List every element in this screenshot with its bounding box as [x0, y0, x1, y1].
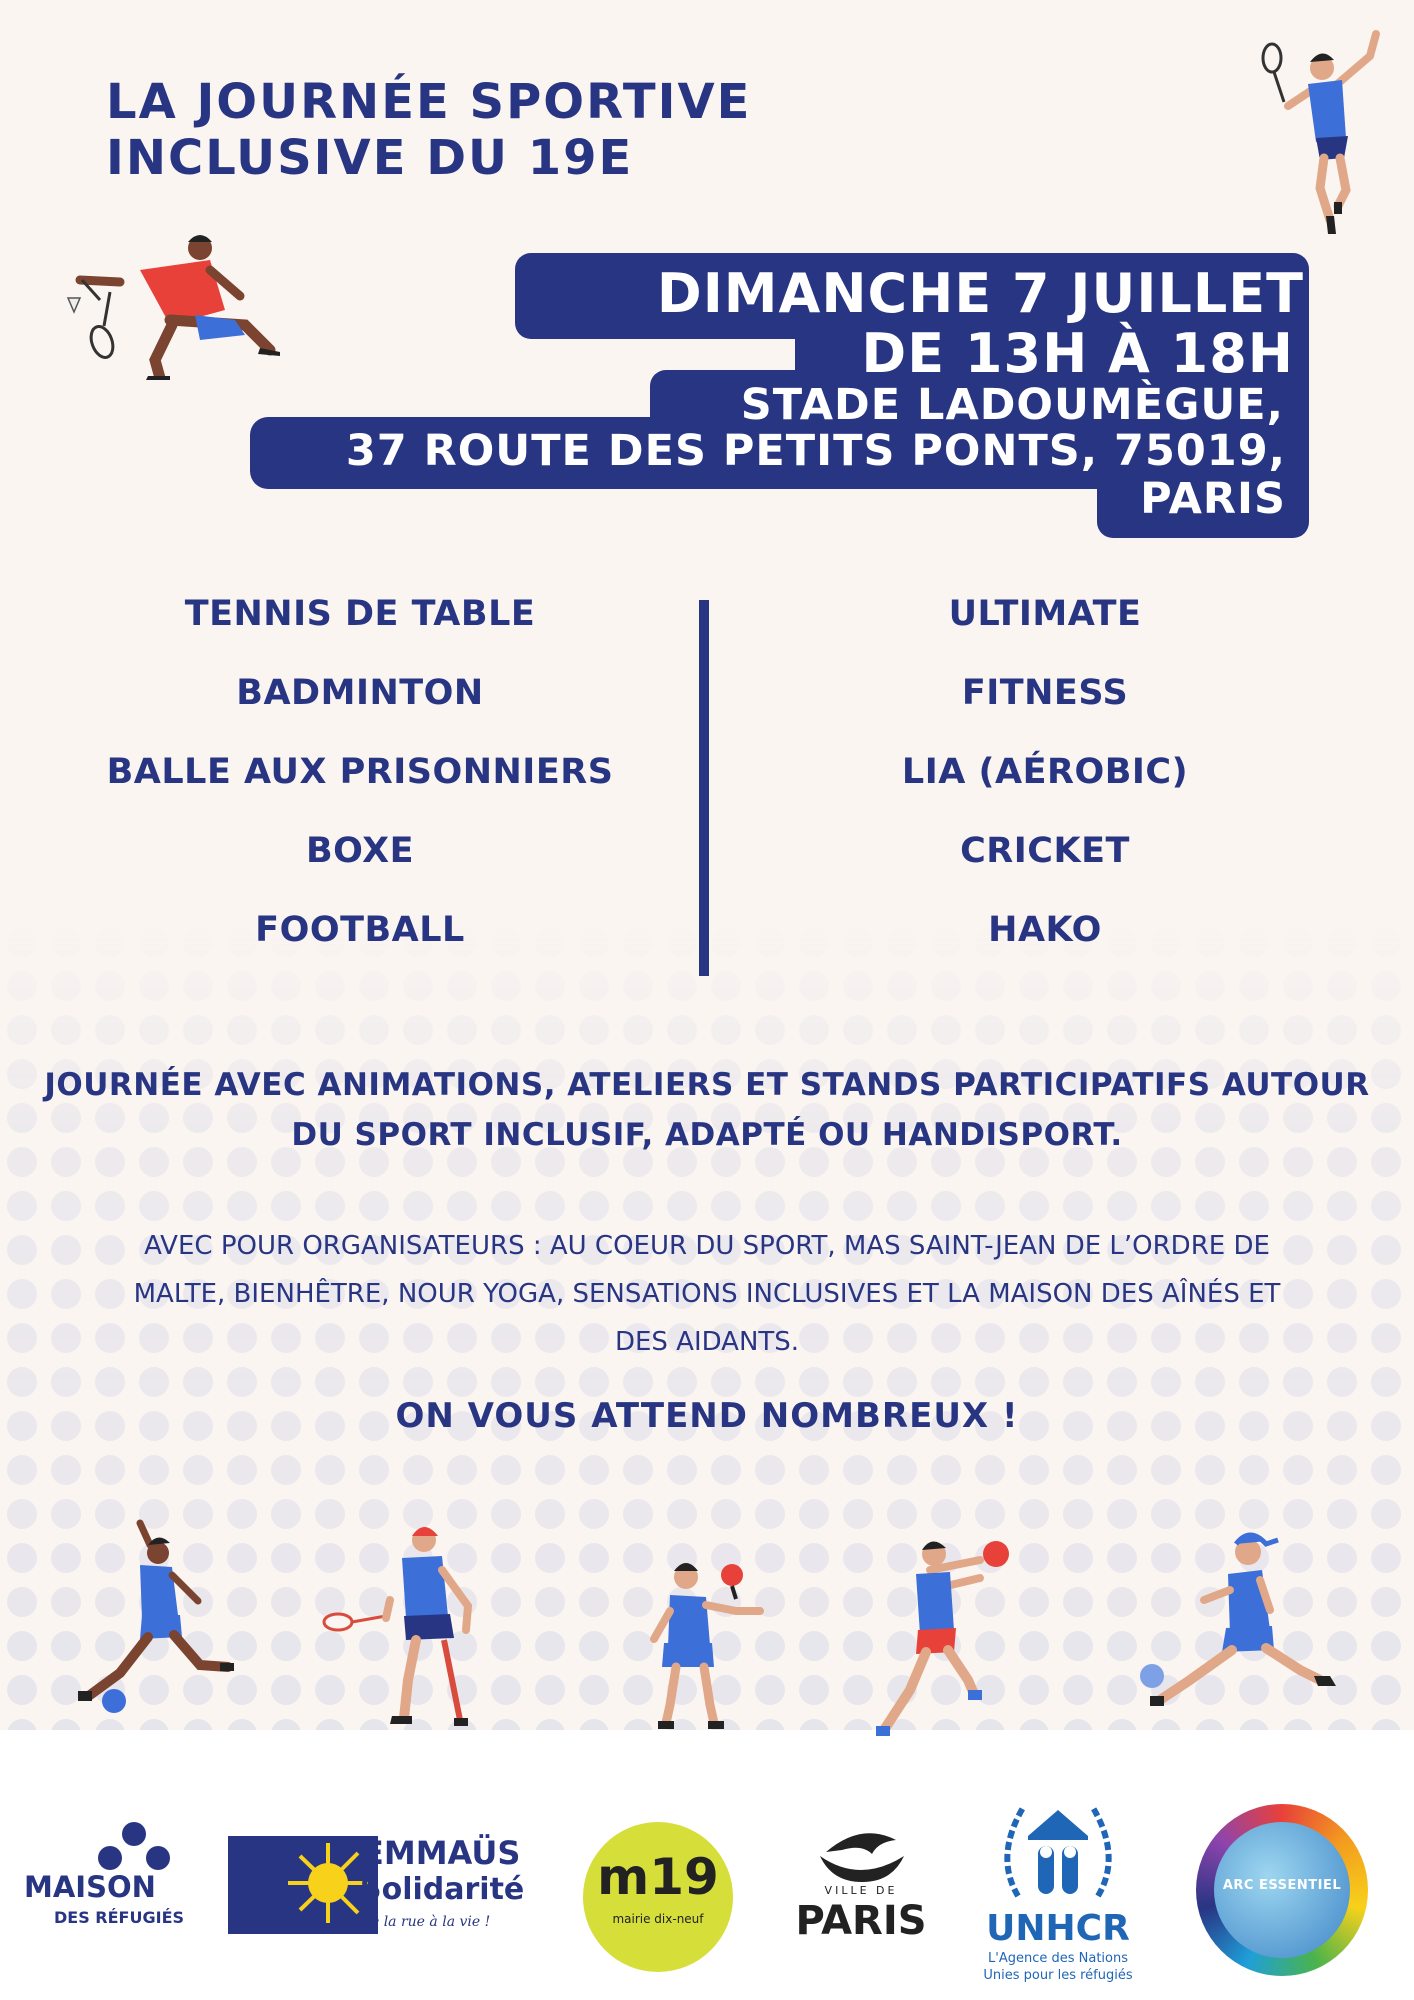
event-venue: STADE LADOUMÈGUE, — [740, 380, 1284, 430]
sport-left-3: BALLE AUX PRISONNIERS — [106, 752, 614, 792]
ville-de-paris-logo — [786, 1822, 936, 1952]
closing-text: ON VOUS ATTEND NOMBREUX ! — [395, 1396, 1019, 1436]
volleyball-player-icon — [870, 1530, 1030, 1740]
sport-right-5: HAKO — [988, 910, 1102, 950]
description-line-1: JOURNÉE AVEC ANIMATIONS, ATELIERS ET STANDS PARTICIPATIFS AUTOUR — [44, 1067, 1370, 1103]
table-tennis-icon — [640, 1555, 780, 1735]
emmaus-line-2: Solidarité — [360, 1872, 525, 1907]
organizers-line-2: MALTE, BIENHÊTRE, NOUR YOGA, SENSATIONS INCLUSIVES ET LA MAISON DES AÎNÉS ET — [133, 1279, 1281, 1309]
sport-right-4: CRICKET — [960, 831, 1130, 871]
unhcr-emblem-icon — [968, 1796, 1148, 1906]
partner-logos — [0, 1730, 1414, 2000]
paris-small: VILLE DE — [824, 1884, 898, 1897]
arc-label: ARC ESSENTIEL — [1222, 1878, 1342, 1893]
emmaus-line-1: EMMAÜS — [362, 1834, 521, 1872]
badminton-player-icon — [60, 230, 290, 380]
sport-left-5: FOOTBALL — [255, 910, 465, 950]
maison-line-2: DES RÉFUGIÉS — [54, 1908, 185, 1927]
event-time: DE 13H À 18H — [861, 322, 1294, 385]
organizers — [30, 1222, 1384, 1366]
unhcr-line-2: Unies pour les réfugiés — [983, 1968, 1133, 1983]
sport-left-4: BOXE — [305, 831, 415, 871]
football-kick-icon — [1120, 1530, 1350, 1720]
football-player-icon — [70, 1515, 240, 1715]
organizers-line-1: AVEC POUR ORGANISATEURS : AU COEUR DU SPORT, MAS SAINT-JEAN DE L’ORDRE DE — [144, 1231, 1270, 1261]
column-divider — [699, 600, 709, 976]
event-address: 37 ROUTE DES PETITS PONTS, 75019, — [345, 426, 1286, 476]
event-date: DIMANCHE 7 JUILLET — [656, 262, 1304, 325]
organizers-line-3: DES AIDANTS. — [614, 1327, 800, 1357]
sport-left-2: BADMINTON — [236, 673, 484, 713]
emmaus-tagline: de la rue à la vie ! — [362, 1914, 491, 1930]
paris-big: PARIS — [795, 1898, 927, 1944]
title-line-1: LA JOURNÉE SPORTIVE — [106, 74, 752, 130]
m19-label: mairie dix-neuf — [612, 1912, 704, 1926]
sport-left-1: TENNIS DE TABLE — [184, 594, 536, 634]
description — [30, 1060, 1384, 1160]
paris-ship-icon — [786, 1822, 936, 1882]
page-title — [106, 74, 751, 186]
dots-mark-icon — [18, 1820, 198, 1870]
sport-right-2: FITNESS — [961, 673, 1129, 713]
event-city: PARIS — [1140, 474, 1286, 524]
sport-right-3: LIA (AÉROBIC) — [901, 752, 1189, 792]
title-line-2: INCLUSIVE DU 19E — [106, 130, 634, 186]
description-line-2: DU SPORT INCLUSIF, ADAPTÉ OU HANDISPORT. — [291, 1117, 1123, 1153]
m19-mark: m19 — [597, 1848, 719, 1906]
emmaus-solidarite-logo — [228, 1828, 538, 1938]
unhcr-line-1: L'Agence des Nations — [988, 1951, 1128, 1966]
maison-line-1: MAISON — [24, 1870, 156, 1904]
badminton-jumping-icon — [1250, 28, 1385, 238]
sport-right-1: ULTIMATE — [948, 594, 1142, 634]
para-badminton-icon — [320, 1520, 500, 1735]
unhcr-name: UNHCR — [986, 1908, 1130, 1949]
mairie-19-logo — [583, 1822, 733, 1972]
arc-essentiel-logo — [1196, 1804, 1368, 1976]
maison-des-refugies-logo — [18, 1820, 198, 1940]
unhcr-logo — [968, 1796, 1148, 1986]
